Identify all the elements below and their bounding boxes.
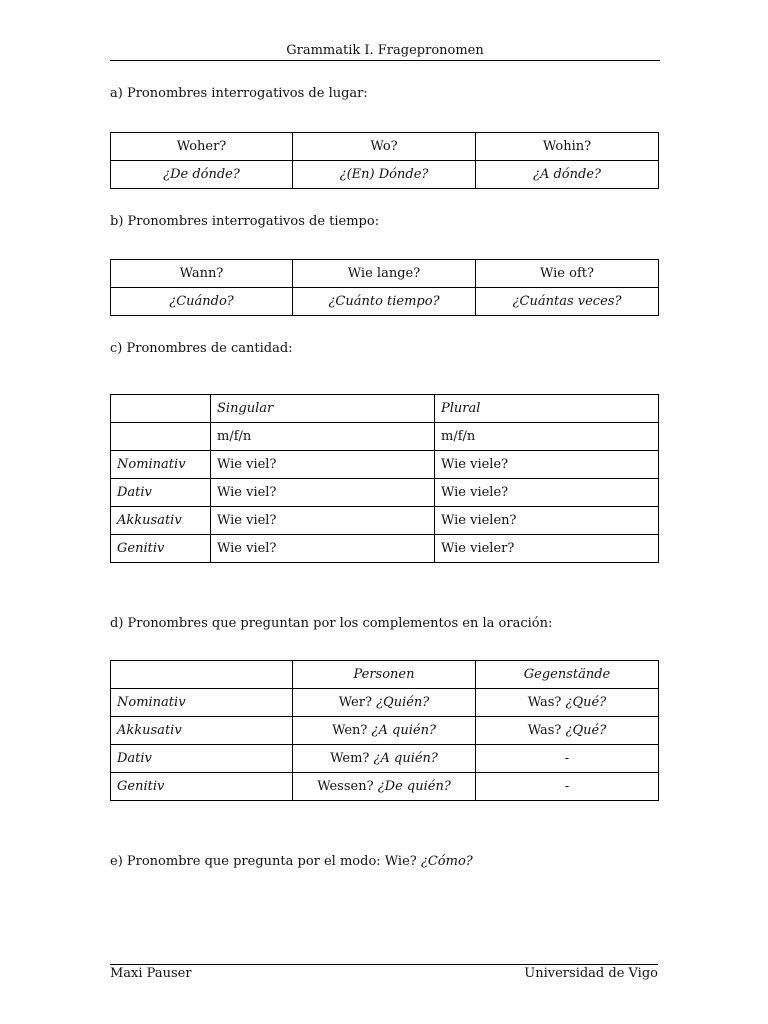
table-header-cell: Plural <box>435 395 659 423</box>
table-cell <box>293 689 476 717</box>
footer-author: Maxi Pauser <box>110 966 192 981</box>
table-row <box>111 745 659 773</box>
table-cell: Wie vielen? <box>435 507 659 535</box>
table-row <box>111 507 659 535</box>
table-cell <box>293 745 476 773</box>
table-row <box>111 535 659 563</box>
table-cell <box>476 717 659 745</box>
table-row <box>111 133 659 161</box>
footer-institution: Universidad de Vigo <box>524 966 658 981</box>
spanish-pronoun: ¿Quién? <box>376 694 430 710</box>
german-pronoun: Was? <box>527 694 562 710</box>
section-e-title <box>110 854 473 870</box>
german-pronoun: Was? <box>527 722 562 738</box>
case-label: Nominativ <box>111 451 211 479</box>
table-header-row <box>111 661 659 689</box>
table-header-row <box>111 395 659 423</box>
table-row <box>111 423 659 451</box>
section-d-title: d) Pronombres que preguntan por los complementos en la oración: <box>110 616 553 631</box>
spanish-pronoun: ¿Qué? <box>565 694 607 710</box>
table-complementos <box>110 660 659 801</box>
table-lugar <box>110 132 659 189</box>
case-label: Genitiv <box>111 773 293 801</box>
table-cell <box>293 717 476 745</box>
table-cell: ¿A dónde? <box>476 161 659 189</box>
section-a-title: a) Pronombres interrogativos de lugar: <box>110 86 368 101</box>
case-label: Dativ <box>111 745 293 773</box>
table-header-cell: Singular <box>211 395 435 423</box>
table-cell: Wie viel? <box>211 451 435 479</box>
table-cell: Wie viele? <box>435 451 659 479</box>
section-e-answer: ¿Cómo? <box>420 854 473 869</box>
case-label: Akkusativ <box>111 717 293 745</box>
table-cell <box>476 745 659 773</box>
spanish-pronoun: ¿De quién? <box>377 778 451 794</box>
table-cell <box>111 395 211 423</box>
table-cell: m/f/n <box>211 423 435 451</box>
german-pronoun: Wen? <box>332 722 368 738</box>
table-row <box>111 161 659 189</box>
table-row <box>111 451 659 479</box>
table-cell: ¿Cuántas veces? <box>476 288 659 316</box>
table-cell: Wo? <box>293 133 476 161</box>
table-cell: ¿De dónde? <box>111 161 293 189</box>
spanish-pronoun: ¿Qué? <box>565 722 607 738</box>
spanish-pronoun: ¿A quién? <box>373 750 438 766</box>
table-cell <box>111 423 211 451</box>
case-label: Genitiv <box>111 535 211 563</box>
case-label: Dativ <box>111 479 211 507</box>
table-tiempo <box>110 259 659 316</box>
table-cell: ¿(En) Dónde? <box>293 161 476 189</box>
table-cell: ¿Cuánto tiempo? <box>293 288 476 316</box>
case-label: Nominativ <box>111 689 293 717</box>
spanish-pronoun: ¿A quién? <box>371 722 436 738</box>
german-pronoun: Wem? <box>330 750 370 766</box>
table-cell: ¿Cuándo? <box>111 288 293 316</box>
page-title: Grammatik I. Fragepronomen <box>286 43 484 58</box>
table-cell <box>476 773 659 801</box>
table-cell: m/f/n <box>435 423 659 451</box>
table-cantidad <box>110 394 659 563</box>
table-cell: Wie viel? <box>211 479 435 507</box>
section-c-title: c) Pronombres de cantidad: <box>110 341 293 356</box>
table-cell: Wie lange? <box>293 260 476 288</box>
page-header <box>110 43 660 61</box>
table-cell <box>111 661 293 689</box>
section-b-title: b) Pronombres interrogativos de tiempo: <box>110 214 380 229</box>
table-header-cell: Personen <box>293 661 476 689</box>
table-row <box>111 689 659 717</box>
table-cell: Wie viel? <box>211 535 435 563</box>
section-e-text: e) Pronombre que pregunta por el modo: Wie? <box>110 854 417 869</box>
table-row <box>111 288 659 316</box>
table-cell: Wie oft? <box>476 260 659 288</box>
table-row <box>111 717 659 745</box>
table-cell: Wie viele? <box>435 479 659 507</box>
case-label: Akkusativ <box>111 507 211 535</box>
table-cell: Wie vieler? <box>435 535 659 563</box>
german-pronoun: - <box>564 778 570 794</box>
table-cell: Wie viel? <box>211 507 435 535</box>
table-cell: Wohin? <box>476 133 659 161</box>
page-footer <box>110 964 658 983</box>
table-row <box>111 773 659 801</box>
german-pronoun: Wer? <box>338 694 372 710</box>
german-pronoun: - <box>564 750 570 766</box>
german-pronoun: Wessen? <box>317 778 374 794</box>
table-cell <box>293 773 476 801</box>
table-row <box>111 479 659 507</box>
table-header-cell: Gegenstände <box>476 661 659 689</box>
table-cell: Woher? <box>111 133 293 161</box>
table-row <box>111 260 659 288</box>
table-cell <box>476 689 659 717</box>
table-cell: Wann? <box>111 260 293 288</box>
